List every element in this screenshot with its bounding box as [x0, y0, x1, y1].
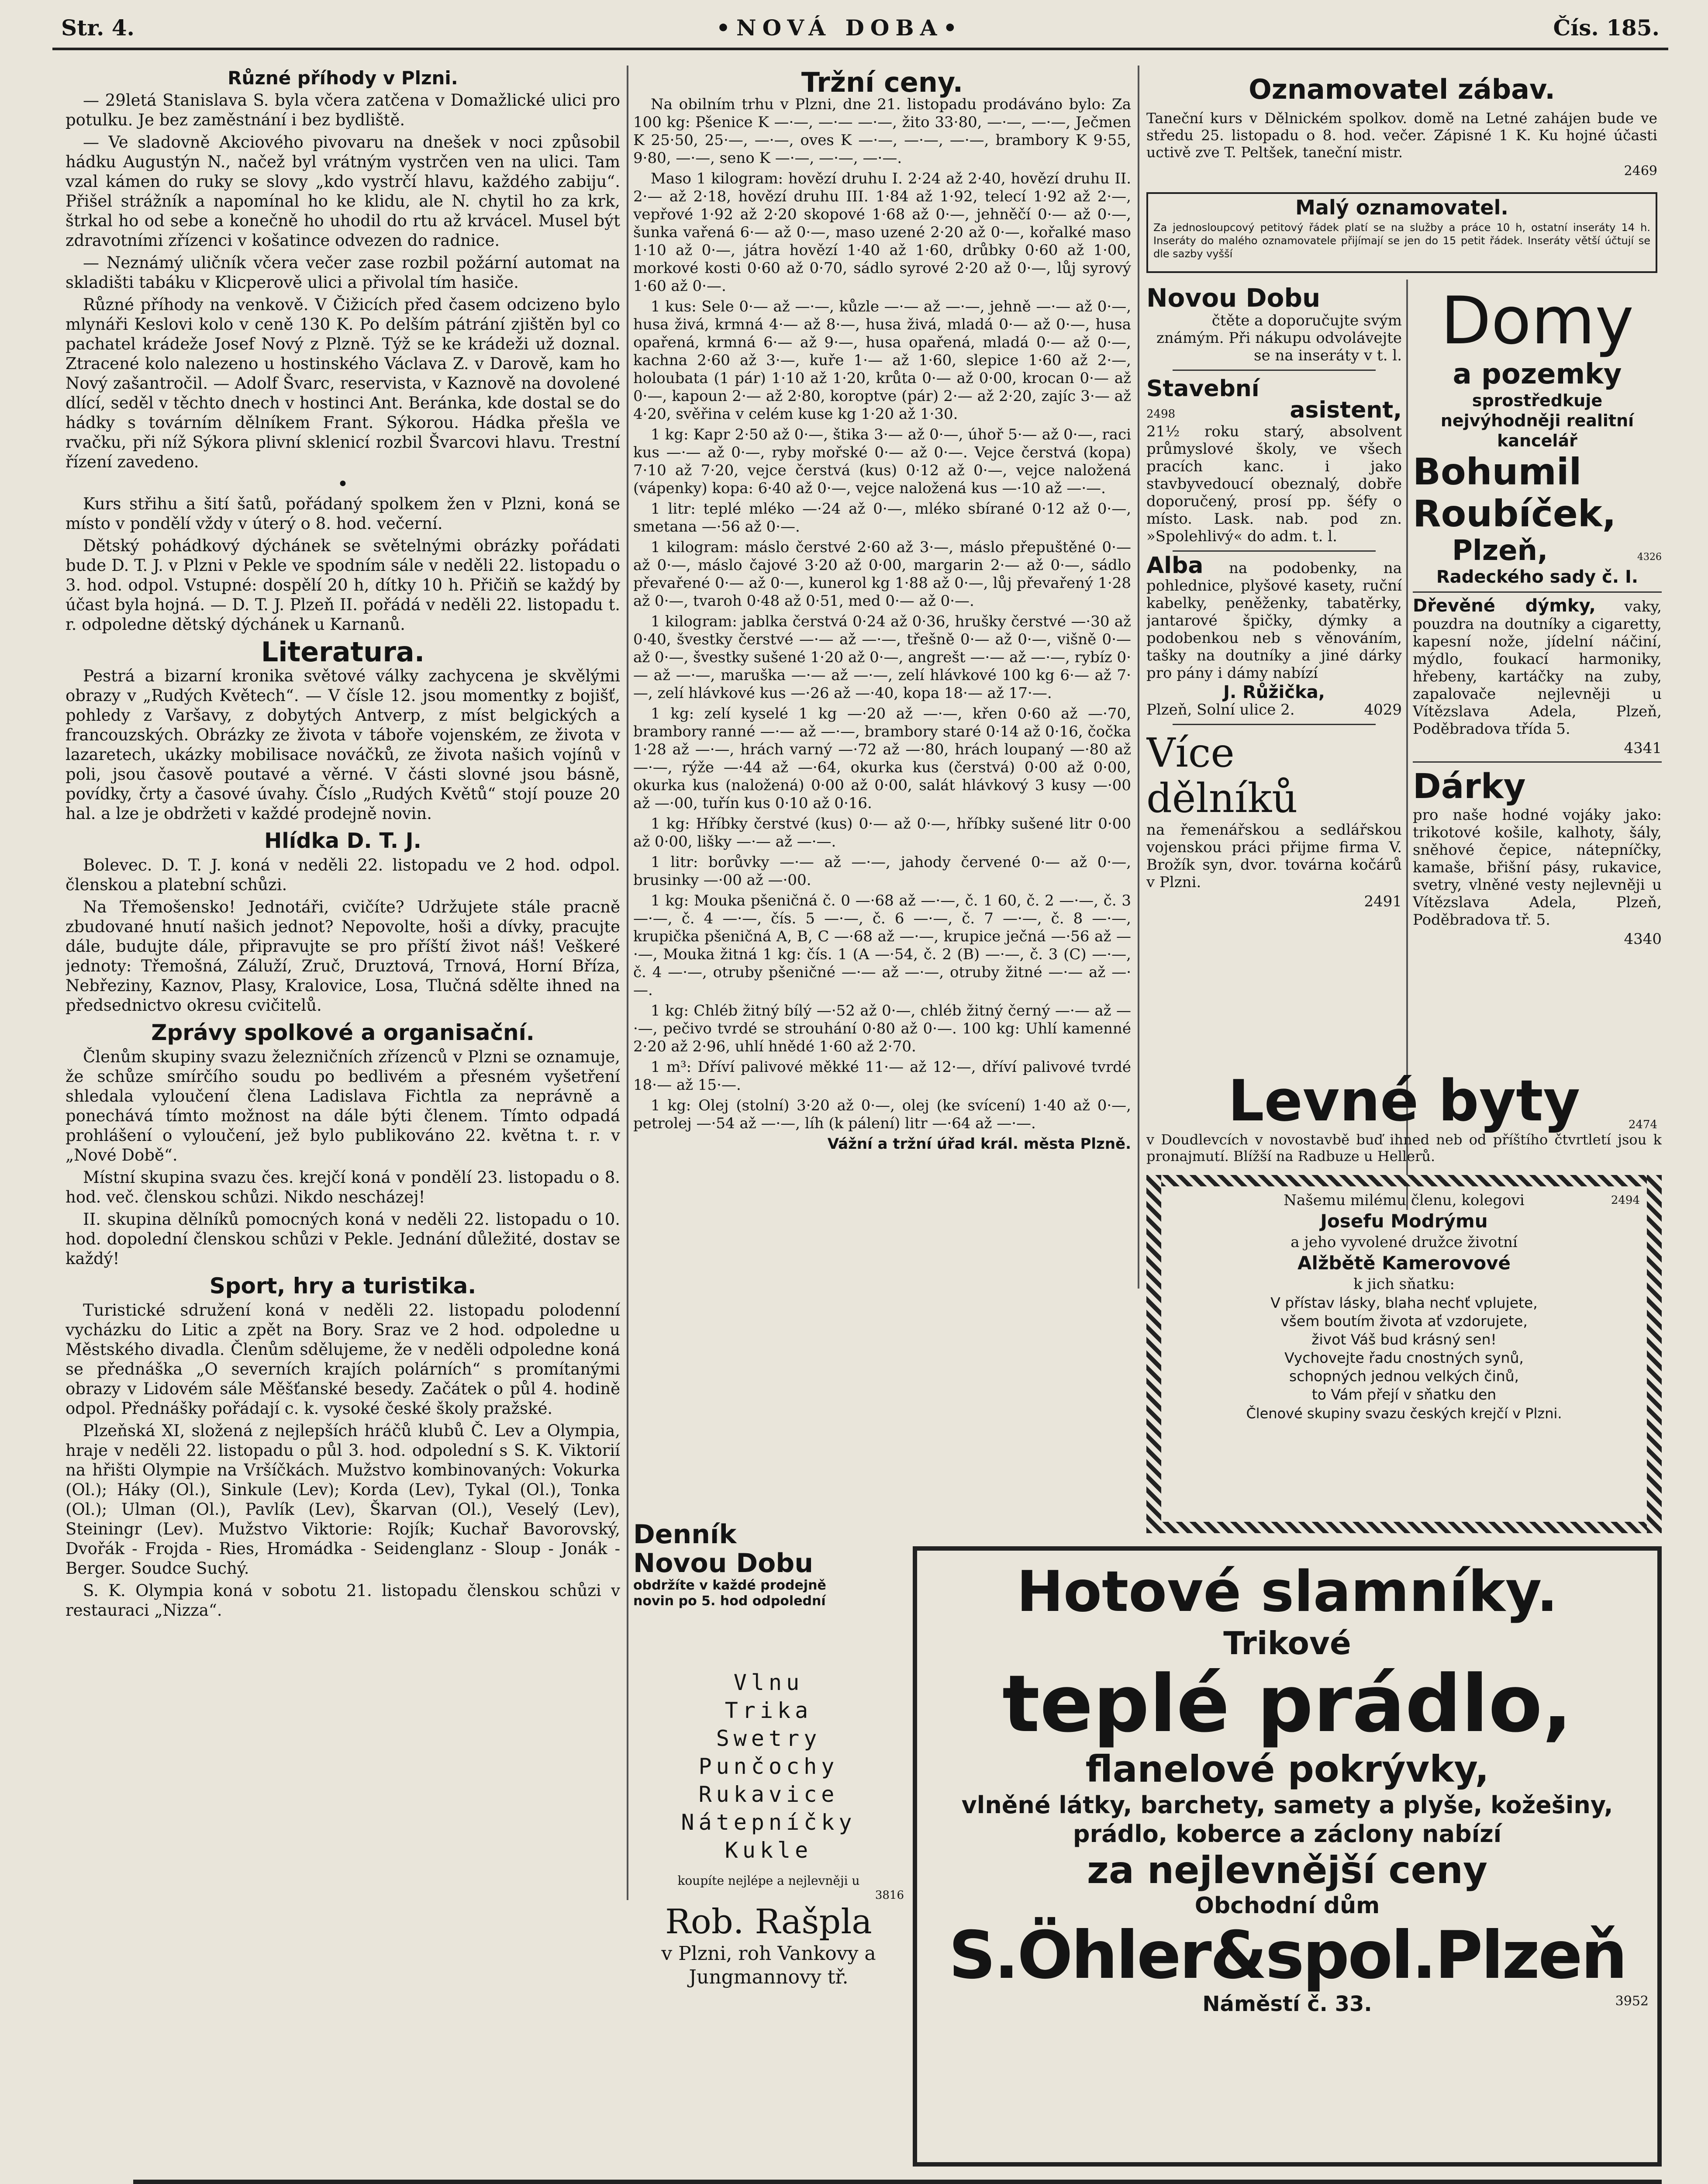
ad-levne-byty	[1146, 1070, 1662, 1171]
ad-realitni-text: sprostředkuje nejvýhodněji realitní kancelář	[1440, 391, 1634, 450]
price-paragraph: 1 kg: Mouka pšeničná č. 0 —·68 až —·—, č. 1 60, č. 2 —·—, č. 3 —·—, č. 4 —·—, čís. 5 —·—, č. 6 —·—, č. 7 —·—, č. 8 —·—, krupička pšeničná A, B, C —·68 až —·—, krupice ječná —·56 až —·—, Mouka žitná 1 kg: čís. 1 (A —·54, č. 2 (B) —·—, č. 3 (C) —·—, č. 4 —·—, otruby pšeničné —·— až —·—, otruby žitné —·— až —·—.	[633, 892, 1131, 999]
ad-ohler	[913, 1546, 1662, 2167]
ad-number: 3816	[875, 1889, 904, 1902]
wedding-poem: V přístav lásky, blaha nechť vplujete, všem boutím života ať vzdorujete, život Váš bud krásný sen! Vychovejte řadu cnostných synů, schopných jednou velkých činů, to Vám přejí v sňatku den	[1270, 1294, 1538, 1403]
ad-dennik-subtitle: Novou Dobu	[633, 1548, 814, 1579]
ad-ohler-address: Náměstí č. 33.	[1202, 1992, 1372, 2016]
ad-number: 4341	[1624, 740, 1662, 757]
ad-raspla-item: Nátepníčky	[681, 1810, 856, 1835]
ad-raspla-item: Rukavice	[698, 1782, 839, 1807]
article-paragraph: Pestrá a bizarní kronika světové války zachycena je skvělými obrazy v „Rudých Květech“. — V čísle 12. jsou momentky z bojišť, pohledy z Varšavy, z dobytých Antverp, z míst belgických a francouzských. Obrázky ze života v táboře vojenském, ze života v lazaretech, ukázky mobilisace nováčků, ze života našich vojínů v poli, jsou časově poutavé a věrné. V části slovné jsou básně, povídky, črty a časové úvahy. Číslo „Rudých Květů“ stojí pouze 20 hal. a lze je obdržeti v každé prodejně novin.	[66, 667, 620, 823]
article-paragraph: Plzeňská XI, složená z nejlepších hráčů klubů Č. Lev a Olympia, hraje v neděli 22. listopadu o půl 3. hod. odpolední s S. K. Viktorií na hřišti Olympie na Vršíčkách. Mužstvo kombinovaných: Vokurka (Ol.); Háky (Ol.), Sinkule (Lev); Korda (Lev), Tykal (Ol.), Tonka (Ol.); Ulman (Ol.), Pavlík (Lev), Škarvan (Ol.), Veselý (Lev), Steiningr (Lev). Mužstvo Viktorie: Rojík; Kuchař Bavorovský, Dvořák - Frojda - Ries, Hromádka - Seidenglanz - Sloup - Jonák - Berger. Soudce Suchý.	[66, 1421, 620, 1578]
market-office-signature: Vážní a tržní úřad král. města Plzně.	[827, 1135, 1131, 1153]
ad-dymky-text: vaky, pouzdra na doutníky a cigaretty, kapesní nože, jídelní náčiní, mýdlo, foukací harmoniky, hřebeny, kartáčky na zuby, zapalovače nejlevněji u Vítězslava Adela, Plzeň, Poděbradova třída 5.	[1413, 598, 1662, 738]
ad-alba-address: Plzeň, Solní ulice 2.	[1146, 701, 1295, 719]
ad-raspla-address: v Plzni, roh Vankovy a Jungmannovy tř.	[661, 1942, 876, 1988]
ad-name-first: Bohumil	[1413, 450, 1582, 493]
wedding-line: a jeho vyvolené družce životní	[1290, 1234, 1518, 1251]
ad-byty-title: Levné byty	[1228, 1070, 1580, 1134]
ad-raspla-text: koupíte nejlépe a nejlevněji u	[677, 1873, 860, 1888]
price-paragraph: 1 kg: zelí kyselé 1 kg —·20 až —·—, křen 0·60 až —·70, brambory ranné —·— až —·—, brambory staré 0·14 až 0·16, čočka 1·28 až —·—, hrách varný —·72 až —·80, hrách loupaný —·80 až —·—, rýže —·44 až —·64, okurka kus (čerstvá) 0·00 až 0·00, okurka kus (naložená) 0·00 až 0·00, salát hlávkový 3 kusy —·00 až —·00, tuřín kus 0·10 až 0·16.	[633, 705, 1131, 812]
heading-hlidka: Hlídka D. T. J.	[264, 829, 421, 853]
ad-pozemky-title: a pozemky	[1453, 358, 1622, 390]
heading-trzni-ceny: Tržní ceny.	[801, 66, 963, 98]
ad-dennik-text: obdržíte v každé prodejně novin po 5. hod odpolední	[633, 1578, 826, 1609]
price-paragraph: 1 kilogram: máslo čerstvé 2·60 až 3·—, máslo přepuštěné 0·— až 0·—, máslo čajové 3·20 až 0·00, margarin 2·— až 0·—, sádlo převařené 0·— až 0·—, kunerol kg 1·88 až 0·—, lůj převařený 1·28 až 0·—, tvaroh 0·48 až 0·51, med 0·— až 0·—.	[633, 539, 1131, 610]
price-paragraph: 1 kg: Kapr 2·50 až 0·—, štika 3·— až 0·—, úhoř 5·— až 0·—, raci kus —·— až 0·—, ryby mořské 0·— až 0·—. Vejce čerstvá (kopa) 7·10 až 7·20, vejce čerstvá (kus) 0·12 až 0·—, vejce naložená (vápenky) kopa: 6·40 až 0·—, vejce naložená kus —·10 až —·—.	[633, 426, 1131, 497]
ad-raspla-item: Kukle	[725, 1838, 813, 1863]
ad-city: Plzeň,	[1452, 535, 1548, 567]
ad-delniku-text: na řemenářskou a sedlářskou vojenskou práci přijme firma V. Brožík syn, dvor. továrna kočárů v Plzni.	[1146, 821, 1402, 891]
ad-darky-title: Dárky	[1413, 767, 1526, 806]
heading-oznamovatel-zabav: Oznamovatel zábav.	[1249, 73, 1555, 105]
ad-raspla-item: Swetry	[716, 1726, 821, 1751]
price-paragraph: 1 kilogram: jablka čerstvá 0·24 až 0·36, hrušky čerstvé —·30 až 0·40, švestky čerstvé —·— až —·—, třešně 0·— až 0·—, višně 0·— až 0·—, švestky sušené 1·20 až 0·—, angrešt —·— až —·—, rybíz 0·— až —·—, maruška —·— až —·—, zelí hlávkové 100 kg 6·— až 7·—, zelí hlávkové kus —·26 až —·40, kopa 18·— až 17·—.	[633, 613, 1131, 702]
newspaper-title: •NOVÁ DOBA•	[716, 15, 963, 41]
price-paragraph: 1 kg: Olej (stolní) 3·20 až 0·—, olej (ke svícení) 1·40 až 0·—, petrolej —·54 až —·—, líh (k pálení) litr —·64 až —·—.	[633, 1097, 1131, 1132]
wedding-notice	[1146, 1175, 1662, 1533]
column-divider	[627, 66, 628, 1900]
price-paragraph: 1 kg: Hříbky čerstvé (kus) 0·— až 0·—, hříbky sušené litr 0·00 až 0·00, lišky —·— až —·—.	[633, 815, 1131, 850]
ad-stavebni-title: Stavební	[1146, 376, 1259, 402]
price-paragraph: 1 kus: Sele 0·— až —·—, kůzle —·— až —·—, jehně —·— až 0·—, husa živá, krmná 4·— až 8·—, husa živá, mladá 0·— až 0·—, husa opařená, krmná 6·— až 9·—, husa opařená, mladá 0·— až 0·—, kachna 2·60 až 3·—, kuře 1·— až 1·60, slepice 1·60 až 2·—, holoubata (1 pár) 1·10 až 1·20, krůta 0·— až 0·00, krocan 0·— až 0·—, kapoun 2·— až 2·80, koroptve (pár) 2·— až 2·20, zajíc 3·— až 4·20, svěřina v celém kuse kg 1·20 až 1·30.	[633, 298, 1131, 423]
ad-ohler-trikove: Trikové	[1223, 1625, 1351, 1662]
ad-number: 2469	[1624, 163, 1657, 179]
ad-number: 2491	[1364, 893, 1402, 910]
heading-zpravy-spolkove: Zprávy spolkové a organisační.	[151, 1020, 535, 1045]
ad-stavebni-text: 21½ roku starý, absolvent průmyslové školy, ve všech pracích kanc. i jako stavbyvedoucí obeznalý, dobře doporučený, prosí pp. šéfy o místo. Lask. nab. pod zn. »Spolehlivý« do adm. t. l.	[1146, 423, 1402, 545]
ad-vice-title: Více	[1146, 729, 1235, 776]
entertainment-notices	[1146, 66, 1657, 275]
ad-ohler-ceny: za nejlevnější ceny	[1087, 1849, 1488, 1892]
price-paragraph: 1 litr: teplé mléko —·24 až 0·—, mléko sbírané 0·12 až 0·—, smetana —·56 až 0·—.	[633, 500, 1131, 536]
small-classifieds-box	[1146, 192, 1657, 273]
small-classifieds-title: Malý oznamovatel.	[1295, 196, 1508, 219]
column-divider	[1138, 66, 1139, 1289]
article-paragraph: II. skupina dělníků pomocných koná v neděli 22. listopadu o 10. hod. dopolední členskou schůzi v Pekle. Jednání důležité, dostav se každý!	[66, 1210, 620, 1268]
price-paragraph: Maso 1 kilogram: hovězí druhu I. 2·24 až 2·40, hovězí druhu II. 2·— až 2·18, hovězí druhu III. 1·84 až 1·92, telecí 1·92 až 2·—, vepřové 1·92 až 2·20 skopové 1·68 až 0·—, jehněčí 0·— až 0·—, šunka vařená 6·— až 0·—, maso uzené 2·20 až 0·—, kořalké maso 1·10 až 0·—, játra hovězí 1·40 až 1·60, drůbky 0·60 až 1·00, morkové kosti 0·60 až 0·70, sádlo syrové 2·20 až 0·—, lůj syrový 1·60 až 0·—.	[633, 170, 1131, 295]
ad-number: 3952	[1615, 1994, 1649, 2009]
price-paragraph: Na obilním trhu v Plzni, dne 21. listopadu prodáváno bylo: Za 100 kg: Pšenice K —·—, —·— —·—, žito 33·80, —·—, —·—, Ječmen K 25·50, 25·—, —·—, oves K —·—, —·—, —·—, brambory K 9·55, 9·80, —·—, seno K —·—, —·—, —·—.	[633, 96, 1131, 167]
separator-bullet: •	[337, 473, 349, 495]
wedding-signature: Členové skupiny svazu českých krejčí v Plzni.	[1246, 1405, 1562, 1422]
ad-number: 4029	[1364, 701, 1402, 719]
ad-darky-text: pro naše hodné vojáky jako: trikotové košile, kalhoty, šály, sněhové čepice, nátepníčky, kamaše, břišní pásy, rukavice, svetry, vlněné vesty nejlevněji u Vítězslava Adela, Plzeň, Poděbradova tř. 5.	[1413, 806, 1662, 929]
price-paragraph: 1 kg: Chléb žitný bílý —·52 až 0·—, chléb žitný černý —·— až —·—, pečivo tvrdé se strouhání 0·80 až 0·—. 100 kg: Uhlí kamenné 2·20 až 2·96, uhlí hnědé 1·60 až 2·70.	[633, 1002, 1131, 1055]
dance-course-notice: Taneční kurs v Dělnickém spolkov. domě na Letné zahájen bude ve středu 25. listopadu o 8. hod. večer. Zápisné 1 K. Ku hojné účasti uctivě zve T. Peltšek, taneční mistr.	[1146, 110, 1657, 161]
heading-sport: Sport, hry a turistika.	[209, 1273, 476, 1299]
article-paragraph: Bolevec. D. T. J. koná v neděli 22. listopadu ve 2 hod. odpol. členskou a platební schůzi.	[66, 856, 620, 894]
ad-name-last: Roubíček,	[1413, 492, 1616, 535]
ad-raspla-item: Punčochy	[698, 1754, 839, 1779]
ad-raspla-item: Vlnu	[733, 1670, 804, 1695]
column-market-prices	[633, 66, 1131, 1485]
ad-dennik	[633, 1520, 904, 1664]
issue-number: Čís. 185.	[1553, 15, 1660, 41]
ad-ohler-title: Hotové slamníky.	[1016, 1559, 1558, 1624]
article-paragraph: Na Třemošensko! Jednotáři, cvičíte? Udržujete stále pracně zbudované hnutí našich jednot? Nepovolte, hoši a dívky, pracujte dále, budujte dále, připravujte se pro příští život náš! Veškeré jednoty: Třemošná, Záluží, Zruč, Druztová, Trnová, Horní Bříza, Nebřeziny, Kaznov, Plasy, Kralovice, Losa, Tlučná sdělte ihned na předsednictvo okresu cvičitelů.	[66, 898, 620, 1015]
ad-ohler-flanel: flanelové pokrývky,	[1085, 1748, 1489, 1790]
ad-ohler-text: vlněné látky, barchety, samety a plyše, kožešiny, prádlo, koberce a záclony nabízí	[961, 1791, 1613, 1848]
article-paragraph: — Neznámý uličník včera večer zase rozbil požární automat na skladišti tabáku v Klicperově ulici a přivolal tím hasiče.	[66, 253, 620, 292]
ad-asistent-title: asistent,	[1290, 397, 1402, 423]
article-paragraph: — 29letá Stanislava S. byla včera zatčena v Domažlické ulici pro potulku. Je bez zaměstnání i bez bydliště.	[66, 91, 620, 129]
article-paragraph: Kurs střihu a šití šatů, pořádaný spolkem žen v Plzni, koná se místo v pondělí vždy v úterý o 8. hod. večerní.	[66, 494, 620, 533]
ad-number: 2498	[1146, 408, 1176, 421]
ad-byty-text: v Doudlevcích v novostavbě buď ihned neb od příštího čtvrtletí jsou k pronajmutí. Blížší na Radbuze u Hellerů.	[1146, 1131, 1662, 1165]
wedding-line: Našemu milému členu, kolegovi	[1284, 1192, 1525, 1209]
ad-ohler-teple: teplé prádlo,	[1002, 1659, 1573, 1750]
page-number: Str. 4.	[61, 15, 135, 41]
article-paragraph: — Ve sladovně Akciového pivovaru na dnešek v noci způsobil hádku Augustýn N., načež byl vrátným vystrčen ven na ulici. Tam vzal kámen do ruky se slovy „kdo vystrčí hlavu, každého zabiju“. Přišel strážník a napomínal ho ke klidu, ale N. chytil ho za krk, štrkal ho od sebe a konečně ho uhodil do rtu až krvácel. Musel být zdravotními zřízenci v košatince odvezen do radnice.	[66, 133, 620, 250]
ad-alba-title: Alba	[1146, 553, 1204, 579]
price-paragraph: 1 litr: borůvky —·— až —·—, jahody červené 0·— až 0·—, brusinky —·00 až —·00.	[633, 854, 1131, 889]
article-paragraph: Turistické sdružení koná v neděli 22. listopadu polodenní vycházku do Litic a zpět na Bory. Sraz ve 2 hod. odpoledne u Městského divadla. Členům sdělujeme, že v neděli odpoledne koná se přednáška „O severních krajích polárních“ s promítanými obrazy v Lidovém sále Měšťanské besedy. Začátek o půl 4. hodině odpol. Přednášky pořádají c. k. vysoké české školy pražské.	[66, 1301, 620, 1418]
column-local-news	[66, 66, 620, 1922]
ad-dennik-title: Denník	[633, 1520, 737, 1550]
ad-valecne-potreby	[133, 2180, 1662, 2184]
wedding-line: k jich sňatku:	[1353, 1275, 1455, 1293]
ad-raspla-name: Rob. Rašpla	[665, 1902, 872, 1942]
wedding-bride: Alžbětě Kamerovové	[1297, 1252, 1511, 1274]
column-ads-right	[1413, 284, 1662, 1114]
ad-number: 4326	[1637, 552, 1662, 563]
article-paragraph: Členům skupiny svazu železničních zřízenců v Plzni se oznamuje, že schůze smírčího soudu po bedlivém a přesném vyšetření shledala vyloučení člena Ladislava Fichtla za neprávně a ponechává tímto možnost na dále býti členem. Tímto odpadá prohlášení o vyloučení, jež bylo publikováno 22. května t. r. v „Nové Době“.	[66, 1047, 620, 1165]
heading-literatura: Literatura.	[261, 636, 425, 668]
ad-delniku-title: dělníků	[1146, 775, 1298, 822]
ad-number: 2474	[1628, 1118, 1657, 1131]
ad-novou-dobu-text: čtěte a doporučujte svým známým. Při nákupu odvolávejte se na inseráty v t. l.	[1156, 312, 1402, 364]
ad-ohler-name: S.Öhler&spol.Plzeň	[949, 1918, 1626, 1994]
ad-raspla-items	[633, 1669, 904, 1864]
ad-raspla	[633, 1669, 904, 2162]
ad-number: 2494	[1611, 1194, 1640, 1207]
ad-address: Radeckého sady č. I.	[1436, 567, 1639, 587]
ad-domy-title: Domy	[1440, 284, 1634, 359]
ad-raspla-item: Trika	[725, 1698, 813, 1723]
heading-ruzne-prihody: Různé příhody v Plzni.	[228, 67, 458, 89]
ad-number: 4340	[1624, 930, 1662, 948]
ad-novou-dobu-title: Novou Dobu	[1146, 284, 1321, 313]
ad-alba-name: J. Růžička,	[1223, 682, 1325, 702]
wedding-groom: Josefu Modrýmu	[1320, 1210, 1488, 1232]
ad-ohler-obchod: Obchodní dům	[1194, 1893, 1380, 1919]
page-header	[52, 9, 1668, 50]
ad-alba-text: na podobenky, na pohlednice, plyšové kasety, ruční kabelky, peněženky, tabatěrky, jantarové špičky, dýmky a podobenkou neb s věnováním, tašky na doutníky a jiné dárky pro pány i dámy nabízí	[1146, 560, 1402, 682]
small-classifieds-rates: Za jednosloupcový petitový řádek platí se na služby a práce 10 h, ostatní inseráty 14 h. Inseráty do malého oznamovatele přijímají se jen do 15 petit řádek. Inseráty větší účtují se dle sazby vyšší	[1153, 221, 1650, 260]
ad-dymky-title: Dřevěné dýmky,	[1413, 596, 1596, 616]
article-paragraph: Dětský pohádkový dýchánek se světelnými obrázky pořádati bude D. T. J. v Plzni v Pekle ve spodním sále v neděli 22. listopadu o 3. hod. odpol. Vstupné: dospělí 20 h, dítky 10 h. Přičiň se každý by účast byla hojná. — D. T. J. Plzeň II. pořádá v neděli 22. listopadu t. r. odpoledne dětský dýchánek u Karnanů.	[66, 536, 620, 634]
price-paragraph: 1 m³: Dříví palivové měkké 11·— až 12·—, dříví palivové tvrdé 18·— až 15·—.	[633, 1058, 1131, 1094]
article-paragraph: Místní skupina svazu čes. krejčí koná v pondělí 23. listopadu o 8. hod. več. členskou schůzi. Nikdo nescházej!	[66, 1168, 620, 1206]
article-paragraph: Různé příhody na venkově. V Čižicích před časem odcizeno bylo mlynáři Keslovi kolo v ceně 130 K. Po delším pátrání zjištěn byl co pachatel krádeže Josef Nový z Plzně. Týž se ke krádeži už doznal. Ztracené kolo nalezeno u hostinského Václava Z. v Darově, kam ho Nový zašantročil. — Adolf Švarc, reservista, v Kaznově na dovolené dlící, seděl v těchto dnech v hostinci Ant. Beránka, kde dostal se do hádky s továrním dělníkem Frant. Sýkorou. Hádka přešla ve rvačku, při níž Sýkora plivní sklenicí rozbil Švarcovi hlavu. Trestní řízení zavedeno.	[66, 295, 620, 471]
article-paragraph: S. K. Olympia koná v sobotu 21. listopadu členskou schůzi v restauraci „Nizza“.	[66, 1581, 620, 1620]
